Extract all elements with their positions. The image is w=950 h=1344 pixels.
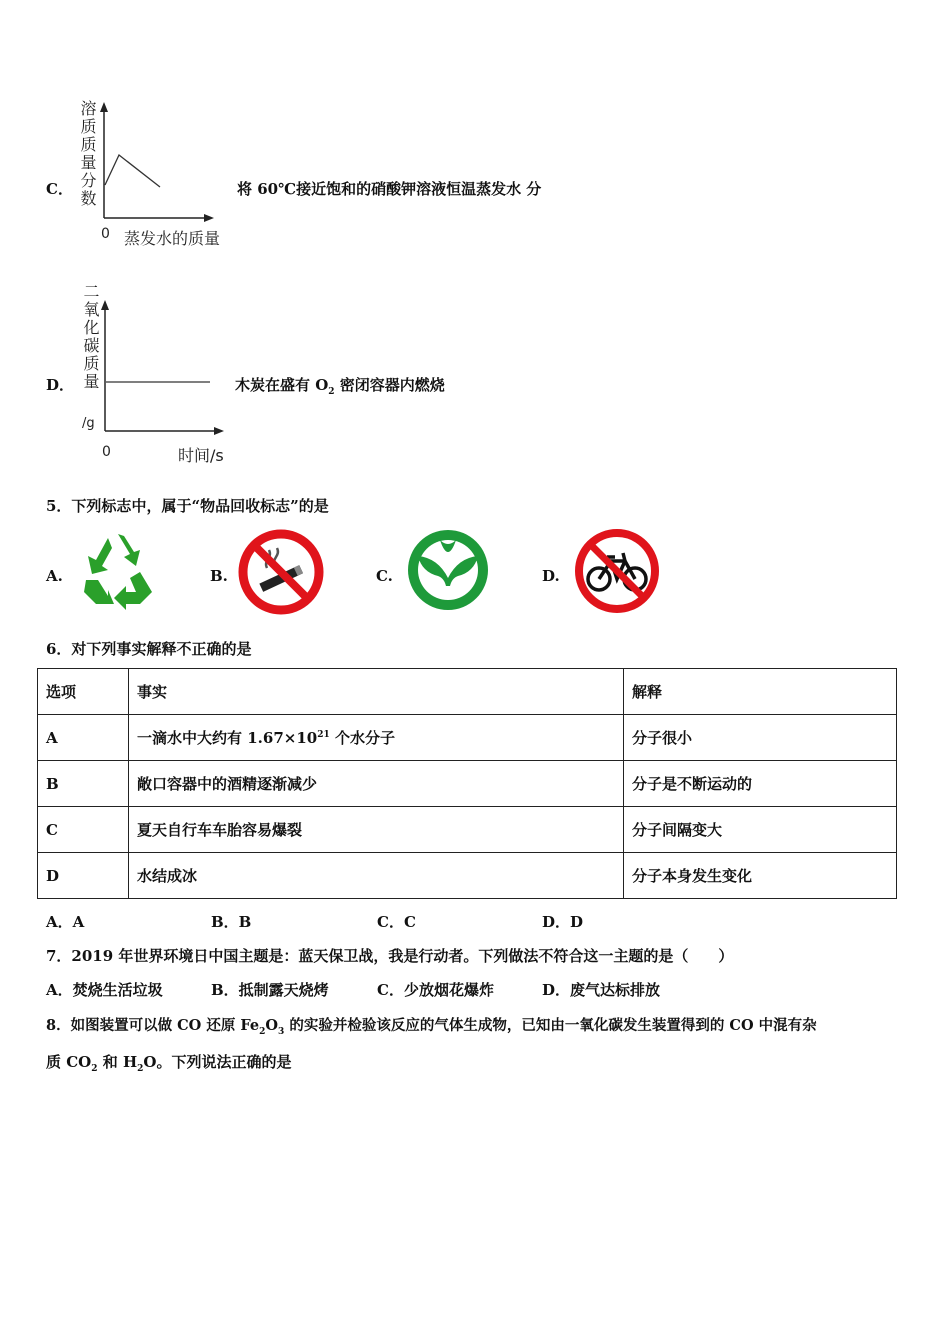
graph-d-y-label: 二氧化碳质量 (81, 283, 100, 391)
question-8-line-2: 质 $CO_2$ 和 $H_2O$。下列说法正确的是 (46, 1053, 292, 1074)
graph-d-axes (98, 298, 228, 438)
graph-d-y-unit: /g (82, 416, 95, 431)
table-row (38, 853, 897, 899)
graph-c-description: 将 60℃接近饱和的硝酸钾溶液恒温蒸发水 分 (237, 180, 542, 198)
graph-c-x-label: 蒸发水的质量 (124, 229, 221, 248)
no-smoking-icon (237, 528, 325, 616)
question-5-text: 5．下列标志中，属于“物品回收标志”的是 (46, 497, 329, 515)
graph-d-origin: 0 (102, 444, 111, 460)
recycle-icon (78, 530, 158, 610)
q7-answer-d: D．废气达标排放 (542, 981, 661, 999)
row-fact: 敞口容器中的酒精逐渐减少 (129, 761, 624, 807)
q7-answer-b: B．抵制露天烧烤 (211, 981, 329, 999)
row-fact: 水结成冰 (129, 853, 624, 899)
green-food-icon (404, 526, 492, 614)
table-row (38, 715, 897, 761)
row-explanation: 分子是不断运动的 (624, 761, 897, 807)
graph-c-curve (105, 155, 160, 187)
row-explanation: 分子很小 (624, 715, 897, 761)
table-row (38, 807, 897, 853)
graph-c-origin: 0 (101, 226, 110, 242)
header-option: 选项 (38, 669, 129, 715)
q5-option-a-letter: A. (46, 567, 63, 585)
option-c-letter: C． (46, 180, 73, 198)
table-header-row (38, 669, 897, 715)
question-8-line-1: 8．如图装置可以做 CO 还原 $Fe_2O_3$ 的实验并检验该反应的气体生成物，已知由一氧化碳发生装置得到的 CO 中混有杂 (46, 1017, 817, 1037)
no-bicycle-icon (573, 527, 661, 615)
header-explanation: 解释 (624, 669, 897, 715)
facts-table (37, 668, 897, 899)
q6-answer-a: A．A (46, 913, 85, 931)
row-fact: 一滴水中大约有 $1.67\times 10^{21}$ 个水分子 (129, 715, 624, 761)
q5-option-b-letter: B. (210, 567, 228, 585)
q6-answer-b: B．B (211, 913, 252, 931)
graph-d-description: 木炭在盛有 $O_2$ 密闭容器内燃烧 (235, 376, 445, 397)
option-d-letter: D． (46, 376, 75, 394)
row-option: B (38, 761, 129, 807)
graph-d-x-label: 时间/s (178, 446, 224, 465)
q7-answer-a: A．焚烧生活垃圾 (46, 981, 163, 999)
row-explanation: 分子本身发生变化 (624, 853, 897, 899)
q7-answer-c: C．少放烟花爆炸 (377, 981, 494, 999)
q6-answer-d: D．D (542, 913, 584, 931)
row-option: D (38, 853, 129, 899)
row-explanation: 分子间隔变大 (624, 807, 897, 853)
q6-answer-c: C．C (377, 913, 416, 931)
row-option: A (38, 715, 129, 761)
row-fact: 夏天自行车车胎容易爆裂 (129, 807, 624, 853)
header-fact: 事实 (129, 669, 624, 715)
graph-c-y-label: 溶质质量分数 (78, 100, 97, 208)
row-option: C (38, 807, 129, 853)
q5-option-d-letter: D. (542, 567, 560, 585)
graph-c-axes (96, 100, 221, 225)
question-6-text: 6．对下列事实解释不正确的是 (46, 640, 252, 658)
question-7-text: 7．2019 年世界环境日中国主题是：蓝天保卫战，我是行动者。下列做法不符合这一主题的是（ ） (46, 947, 734, 965)
q5-option-c-letter: C. (376, 567, 393, 585)
table-row (38, 761, 897, 807)
